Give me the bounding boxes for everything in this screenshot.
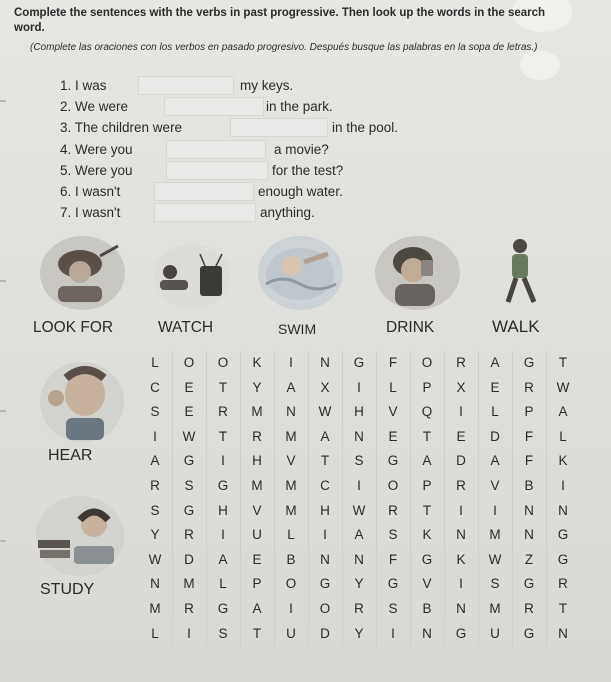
grid-cell[interactable]: S [184,478,194,493]
grid-cell[interactable]: K [456,551,466,567]
grid-cell[interactable]: F [388,551,398,567]
grid-cell[interactable]: G [387,576,399,592]
grid-cell[interactable]: G [523,576,535,592]
grid-cell[interactable]: T [422,428,432,444]
grid-cell[interactable]: R [558,576,568,592]
grid-cell[interactable]: A [558,404,568,420]
grid-cell[interactable]: G [421,551,433,567]
grid-cell[interactable]: D [184,551,194,567]
grid-cell[interactable]: P [422,478,432,493]
grid-cell[interactable]: N [354,428,364,444]
grid-cell[interactable]: E [456,428,466,444]
grid-line [512,351,513,646]
grid-cell[interactable]: N [354,551,364,567]
grid-cell[interactable]: M [285,428,297,444]
answer-blank[interactable] [166,140,266,159]
grid-cell[interactable]: H [320,502,330,518]
grid-cell[interactable]: L [559,428,567,444]
studying-illustration [28,492,128,580]
grid-cell[interactable]: G [523,355,535,370]
grid-cell[interactable]: R [524,379,534,395]
sentence-text-after: in the park. [266,99,333,115]
grid-cell[interactable]: V [490,478,500,493]
instruction-text: Complete the sentences with the verbs in past progressive. Then look up the words in the search word. [14,7,546,34]
grid-cell[interactable]: L [151,625,159,641]
grid-cell[interactable]: R [456,478,466,493]
sentence-text-after: for the test? [272,162,344,178]
grid-cell[interactable]: N [286,404,296,420]
grid-cell[interactable]: G [387,453,399,469]
grid-cell[interactable]: N [320,355,330,370]
grid-cell[interactable]: Y [354,576,364,592]
grid-cell[interactable]: I [187,625,191,641]
walking-illustration [480,236,565,310]
grid-cell[interactable]: O [285,576,297,592]
grid-cell[interactable]: V [422,576,432,592]
grid-cell[interactable]: S [490,576,500,592]
grid-cell[interactable]: K [558,453,568,469]
grid-cell[interactable]: I [357,379,361,395]
grid-line [172,351,173,646]
grid-cell[interactable]: S [150,404,160,420]
grid-cell[interactable]: O [183,355,195,370]
grid-cell[interactable]: R [150,478,160,493]
grid-cell[interactable]: R [218,404,228,420]
grid-cell[interactable]: G [319,576,331,592]
grid-cell[interactable]: Q [421,404,433,420]
drinking-illustration [375,236,460,310]
grid-cell[interactable]: N [558,502,568,518]
grid-cell[interactable]: D [490,428,500,444]
grid-cell[interactable]: W [352,502,366,518]
grid-cell[interactable]: S [150,502,160,518]
grid-cell[interactable]: H [252,453,262,469]
grid-cell[interactable]: O [217,355,229,370]
grid-line [478,351,479,646]
verb-label: DRINK [386,319,435,336]
answer-blank[interactable] [154,182,254,201]
grid-cell[interactable]: R [184,601,194,616]
grid-cell[interactable]: I [459,576,463,592]
sentence-text-before: 1. I was [60,78,107,93]
grid-cell[interactable]: T [252,625,262,641]
grid-cell[interactable]: W [318,404,332,420]
instruction-text-spanish: (Complete las oraciones con los verbos en pasado progresivo. Después busque las palabras en la sopa de letras.) [30,42,538,53]
grid-cell[interactable]: L [389,379,397,395]
grid-line [274,351,275,646]
grid-cell[interactable]: C [150,379,160,395]
grid-cell[interactable]: I [561,478,565,493]
sentence-text-before: 7. I wasn't [60,205,121,221]
grid-cell[interactable]: R [252,428,262,444]
grid-cell[interactable]: T [558,601,568,616]
grid-cell[interactable]: G [455,625,467,641]
grid-cell[interactable]: I [221,453,225,469]
grid-cell[interactable]: G [353,355,365,370]
grid-cell[interactable]: K [422,527,432,543]
grid-cell[interactable]: G [183,502,195,518]
sentence-text-after: anything. [260,205,315,221]
grid-cell[interactable]: C [320,478,330,493]
grid-cell[interactable]: I [459,404,463,420]
grid-cell[interactable]: O [319,601,331,616]
grid-cell[interactable]: A [490,355,500,370]
grid-cell[interactable]: U [286,625,296,641]
grid-cell[interactable]: G [183,453,195,469]
grid-cell[interactable]: A [252,601,262,616]
grid-cell[interactable]: Z [524,551,534,567]
grid-cell[interactable]: B [422,601,432,616]
grid-cell[interactable]: A [422,453,432,469]
grid-cell[interactable]: B [286,551,296,567]
grid-cell[interactable]: W [488,551,502,567]
grid-cell[interactable]: E [252,551,262,567]
sentence-text-before: 4. Were you [60,141,133,157]
verb-label: SWIM [278,321,317,337]
sentence-text-after: enough water. [258,183,343,199]
grid-cell[interactable]: S [388,601,398,616]
answer-blank[interactable] [230,118,328,137]
grid-cell[interactable]: R [524,601,534,616]
grid-line [240,351,241,646]
grid-cell[interactable]: V [388,404,398,420]
sentence-text-before: 2. We were [60,99,129,115]
grid-cell[interactable]: S [218,625,228,641]
grid-cell[interactable]: L [151,355,159,370]
grid-cell[interactable]: I [221,527,225,543]
grid-cell[interactable]: K [252,355,262,370]
grid-cell[interactable]: A [286,379,296,395]
binding-marks [0,80,8,680]
grid-cell[interactable]: L [287,527,295,543]
grid-cell[interactable]: X [320,379,330,395]
grid-cell[interactable]: E [184,379,194,395]
grid-cell[interactable]: A [320,428,330,444]
grid-cell[interactable]: N [524,527,534,543]
grid-cell[interactable]: L [491,404,499,420]
grid-cell[interactable]: W [556,379,570,395]
grid-cell[interactable]: N [456,527,466,543]
grid-cell[interactable]: T [218,428,228,444]
grid-cell[interactable]: U [490,625,500,641]
grid-cell[interactable]: E [184,404,194,420]
grid-cell[interactable]: P [422,379,432,395]
watching-tv-illustration [150,236,235,310]
grid-cell[interactable]: M [251,478,263,493]
grid-cell[interactable]: A [150,453,160,469]
grid-cell[interactable]: I [459,502,463,518]
grid-line [342,351,343,646]
grid-cell[interactable]: W [182,428,196,444]
grid-cell[interactable]: P [524,404,534,420]
grid-cell[interactable]: D [456,453,466,469]
grid-cell[interactable]: A [354,527,364,543]
grid-cell[interactable]: G [523,625,535,641]
answer-blank[interactable] [138,76,234,95]
grid-cell[interactable]: T [422,502,432,518]
grid-cell[interactable]: S [354,453,364,469]
grid-cell[interactable]: I [289,601,293,616]
grid-cell[interactable]: G [217,478,229,493]
grid-cell[interactable]: P [252,576,262,592]
sentence-text-before: 6. I wasn't [60,183,121,199]
grid-cell[interactable]: M [183,576,195,592]
grid-cell[interactable]: I [493,502,497,518]
grid-cell[interactable]: V [286,453,296,469]
grid-cell[interactable]: E [388,428,398,444]
grid-cell[interactable]: F [388,355,398,370]
grid-cell[interactable]: M [285,502,297,518]
hearing-illustration [30,358,130,448]
grid-cell[interactable]: I [391,625,395,641]
grid-cell[interactable]: Y [354,625,364,641]
grid-cell[interactable]: O [387,478,399,493]
grid-cell[interactable]: N [150,576,160,592]
grid-cell[interactable]: D [320,625,330,641]
grid-cell[interactable]: T [558,355,568,370]
grid-line [376,351,377,646]
grid-cell[interactable]: I [323,527,327,543]
verb-label-study: STUDY [40,581,95,598]
sentence-text-before: 5. Were you [60,162,133,178]
grid-cell[interactable]: N [558,625,568,641]
grid-cell[interactable]: X [456,379,466,395]
grid-cell[interactable]: I [153,428,157,444]
sentence-text-before: 3. The children were [60,120,183,136]
glare-decoration [520,50,560,80]
boy-looking-illustration [40,236,125,310]
sentence-text-after: my keys. [240,78,294,93]
grid-cell[interactable]: S [388,527,398,543]
grid-cell[interactable]: T [320,453,330,469]
grid-cell[interactable]: W [148,551,162,567]
grid-cell[interactable]: M [149,601,161,616]
grid-cell[interactable]: M [285,478,297,493]
grid-cell[interactable]: F [524,428,534,444]
grid-line [410,351,411,646]
grid-cell[interactable]: I [289,355,293,370]
grid-cell[interactable]: A [218,551,228,567]
grid-cell[interactable]: I [357,478,361,493]
grid-cell[interactable]: O [421,355,433,370]
grid-cell[interactable]: G [217,601,229,616]
grid-line [308,351,309,646]
answer-blank[interactable] [154,203,256,222]
grid-cell[interactable]: R [184,527,194,543]
grid-cell[interactable]: L [219,576,227,592]
sentence-text-after: in the pool. [332,120,399,136]
grid-line [546,351,547,646]
grid-cell[interactable]: T [218,379,228,395]
answer-blank[interactable] [166,161,268,180]
swimming-illustration [258,236,343,310]
grid-cell[interactable]: A [490,453,500,469]
grid-cell[interactable]: R [354,601,364,616]
grid-cell[interactable]: G [557,551,569,567]
grid-cell[interactable]: M [489,601,501,616]
sentence-text-after: a movie? [274,141,329,157]
grid-cell[interactable]: M [489,527,501,543]
grid-cell[interactable]: U [252,527,262,543]
grid-cell[interactable]: N [456,601,466,616]
grid-cell[interactable]: G [557,527,569,543]
grid-cell[interactable]: H [354,404,364,420]
grid-cell[interactable]: H [218,502,228,518]
grid-cell[interactable]: F [524,453,534,469]
verb-label: WALK [492,317,540,336]
grid-cell[interactable]: Y [150,527,160,543]
answer-blank[interactable] [164,97,264,116]
grid-cell[interactable]: B [524,478,534,493]
verb-label: WATCH [158,319,214,336]
grid-cell[interactable]: R [388,502,398,518]
grid-cell[interactable]: V [252,502,262,518]
grid-line [444,351,445,646]
grid-cell[interactable]: Y [252,379,262,395]
grid-cell[interactable]: N [524,502,534,518]
grid-cell[interactable]: R [456,355,466,370]
grid-cell[interactable]: N [422,625,432,641]
verb-label: LOOK FOR [33,319,114,336]
verb-label-hear: HEAR [48,447,93,464]
grid-cell[interactable]: M [251,404,263,420]
grid-line [206,351,207,646]
grid-cell[interactable]: E [490,379,500,395]
grid-cell[interactable]: N [320,551,330,567]
